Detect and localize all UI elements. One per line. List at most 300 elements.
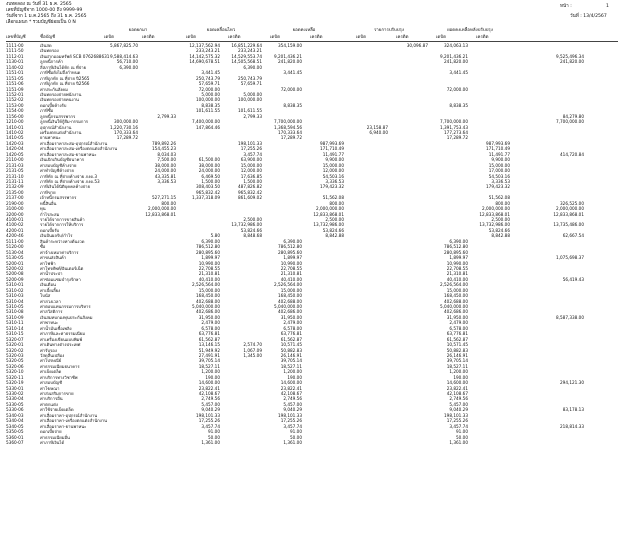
amount-cell: 21,310.81 [280, 271, 302, 277]
account-name: อุปกรณ์สำนักงาน [40, 124, 72, 130]
amount-cell: 3,441.45 [201, 70, 220, 76]
amount-cell: 23,822.41 [198, 385, 220, 391]
amount-cell: 39,705.14 [280, 358, 302, 364]
amount-cell: 39,705.14 [446, 358, 468, 364]
amount-cell: 17,289.72 [280, 135, 302, 141]
amount-cell: 5,457.00 [201, 401, 220, 407]
col-credit: เครดิต [476, 35, 489, 40]
account-name: สินค้าระหว่างทางต้นงวด [40, 238, 85, 244]
amount-cell: 39,705.14 [198, 358, 220, 364]
account-code: 5120-00 [6, 244, 24, 250]
amount-cell: 17,636.85 [240, 173, 262, 179]
amount-cell: 147,864.46 [196, 124, 220, 130]
account-code: 5310-02 [6, 287, 24, 293]
report-title: งบทดลอง ณ วันที่ 31 ธ.ค. 2565 [6, 2, 72, 7]
amount-cell: 3,441.45 [283, 70, 302, 76]
account-code: 1152-01 [6, 91, 24, 97]
amount-cell: 168,450.00 [444, 293, 468, 299]
amount-cell: 31,950.00 [446, 314, 468, 320]
account-name: ค่ารับรอง [40, 347, 57, 353]
amount-cell: 40,410.00 [280, 276, 302, 282]
amount-cell: 168,450.00 [278, 293, 302, 299]
account-code: 1111-50 [6, 48, 24, 54]
account-name: เงินฝากออมทรัพย์ SCB 0762688631 [40, 53, 110, 59]
amount-cell: 5,867,825.70 [110, 43, 138, 48]
amount-cell: 9,201,436.21 [274, 53, 302, 59]
amount-cell: 1,361.00 [201, 439, 220, 445]
amount-cell: 965,832.42 [196, 189, 220, 195]
amount-cell: 786,512.80 [278, 244, 302, 250]
account-code: 5340-05 [6, 423, 24, 429]
account-code: 1410-05 [6, 135, 24, 141]
amount-cell: 38,000.00 [154, 162, 176, 168]
amount-cell: 241,820.00 [560, 59, 584, 65]
amount-cell: 3,457.74 [201, 423, 220, 429]
account-code: 5310-15 [6, 331, 24, 337]
page-label: หน้า : [560, 4, 572, 9]
amount-cell: 7,700,000.00 [274, 119, 302, 125]
col-debit: เดบิต [186, 35, 196, 40]
account-code: 5320-03 [6, 352, 24, 358]
account-name: ค่าเบ็ดเตล็ด [40, 369, 62, 375]
amount-cell: 17,000.00 [488, 168, 510, 174]
account-code: 5340-03 [6, 412, 24, 418]
amount-cell: 5,040,000.00 [274, 304, 302, 309]
amount-cell: 10,990.00 [280, 260, 302, 266]
account-name: ค่าธรรมเนียมอื่น [40, 434, 70, 440]
amount-cell: 6,578.00 [201, 325, 220, 331]
account-code: 5340-04 [6, 418, 24, 424]
account-name: ค่าสอบบัญชี [40, 380, 62, 386]
account-name: ค่าบริการทางวิชาชีพ [40, 374, 78, 380]
amount-cell: 6,578.00 [449, 325, 468, 331]
amount-cell: 13,735,486.00 [553, 222, 584, 228]
amount-cell: 72,000.00 [198, 86, 220, 92]
amount-cell: 101,611.55 [238, 108, 262, 114]
account-code: 2110-00 [6, 157, 24, 163]
account-name: เงินเดือน [40, 282, 56, 288]
amount-cell: 56,419.43 [562, 276, 584, 282]
amount-cell: 294,121.30 [560, 380, 584, 386]
col-acct-name: ชื่อบัญชี [40, 35, 56, 40]
amount-cell: 800.00 [329, 200, 344, 206]
table-row [0, 440, 624, 445]
amount-cell: 786,512.80 [196, 244, 220, 250]
account-code: 2131-11 [6, 178, 24, 184]
account-code: 5320-07 [6, 336, 24, 342]
amount-cell: 190.00 [453, 374, 468, 380]
amount-cell: 324,063.13 [444, 43, 468, 48]
account-name: ค่าไฟฟ้า [40, 260, 56, 266]
amount-cell: 17,255.26 [446, 418, 468, 424]
amount-cell: 54,503.16 [322, 173, 344, 179]
account-name: เงินปันผลรับ/กำไร [40, 233, 73, 239]
amount-cell: 12,833,868.01 [313, 211, 344, 217]
amount-cell: 402,688.00 [278, 298, 302, 304]
amount-cell: 7,700,000.00 [440, 119, 468, 125]
amount-cell: 53,824.66 [240, 227, 262, 233]
account-name: เงินเบิกเกินบัญชีธนาคาร [40, 157, 85, 163]
amount-cell: 3,336.53 [157, 178, 176, 184]
amount-cell: 8,587,338.00 [556, 314, 584, 320]
account-code: 1151-06 [6, 81, 24, 87]
account-code: 5320-05 [6, 358, 24, 364]
amount-cell: 12,000.00 [322, 168, 344, 174]
amount-cell: 2,500.00 [491, 217, 510, 222]
amount-cell: 250,743.79 [196, 75, 220, 81]
account-name: ค่าส่งเสริมการขาย [40, 391, 74, 396]
amount-cell: 527,271.15 [152, 195, 176, 201]
account-code: 1156-00 [6, 113, 24, 119]
amount-cell: 30,096.87 [406, 43, 428, 48]
amount-cell: 26,146.91 [280, 352, 302, 358]
col-credit: เครดิต [228, 35, 241, 40]
amount-cell: 24,000.00 [154, 168, 176, 174]
amount-cell: 2,479.00 [201, 320, 220, 326]
amount-cell: 3,457.74 [283, 423, 302, 429]
account-name: ค่าบริการอื่น [40, 396, 63, 402]
amount-cell: 61,500.00 [198, 157, 220, 163]
amount-cell: 1,500.00 [243, 178, 262, 184]
account-name: ค่าเบี้ยเลี้ยง [40, 287, 61, 293]
amount-cell: 280,895.60 [278, 249, 302, 255]
account-code: 1130-01 [6, 59, 24, 65]
amount-cell: 63,776.81 [446, 331, 468, 337]
amount-cell: 13,732,986.00 [313, 222, 344, 228]
account-name: ค่าธรรมเนียมธนาคาร [40, 363, 80, 369]
amount-cell: 17,255.26 [280, 418, 302, 424]
amount-cell: 198,101.33 [238, 140, 262, 146]
amount-cell: 9,040.29 [283, 407, 302, 413]
amount-cell: 50,882.83 [280, 347, 302, 353]
amount-cell: 61,562.87 [198, 336, 220, 342]
amount-cell: 17,255.26 [198, 418, 220, 424]
account-range: เลขที่บัญชีจาก 1000-00 ถึง 9999-99 [6, 8, 83, 13]
account-name: ทุน [40, 206, 46, 212]
amount-cell: 800.00 [495, 200, 510, 206]
amount-cell: 23,822.41 [446, 385, 468, 391]
amount-cell: 57,659.71 [198, 81, 220, 87]
amount-cell: 15,000.00 [446, 287, 468, 293]
amount-cell: 3,457.74 [243, 151, 262, 157]
account-name: ภาษีซื้อ [40, 108, 54, 114]
account-name: ค่าประกันสังคม [40, 86, 68, 92]
amount-cell: 5.80 [210, 233, 220, 239]
amount-cell: 31,950.00 [280, 314, 302, 320]
group-brought-forward: ยอดยกมา [128, 28, 148, 33]
amount-cell: 2,500.00 [325, 217, 344, 222]
amount-cell: 50.00 [290, 434, 302, 440]
group-movement: ยอดเคลื่อนไหว [206, 28, 236, 33]
account-name: ซื้อ [40, 244, 46, 250]
account-code: 1420-03 [6, 140, 24, 146]
amount-cell: 10,571.45 [280, 342, 302, 348]
account-name: ค่าตอบแทนกรรมการบริหาร [40, 304, 91, 309]
account-name: ภาษีถูกหัก ณ ที่จ่าย ปี2566 [40, 81, 90, 87]
group-adjustments: รายการปรับปรุง [373, 28, 405, 33]
account-code: 1152-02 [6, 97, 24, 103]
amount-cell: 2,574.70 [243, 342, 262, 348]
amount-cell: 987,993.69 [486, 140, 510, 146]
account-code: 2135-00 [6, 189, 24, 195]
account-name: ลีสภาษีเงินได้หัก ณ ที่จ่าย [40, 64, 87, 70]
amount-cell: 198,101.33 [196, 412, 220, 418]
amount-cell: 50.00 [456, 434, 468, 440]
amount-cell: 14,600.00 [280, 380, 302, 386]
amount-cell: 51,949.92 [198, 347, 220, 353]
account-code: 3200-00 [6, 211, 24, 217]
account-code: 2137-00 [6, 195, 24, 201]
account-name: ลูกหนี้การค้า [40, 59, 64, 65]
account-name: กำไรสะสม [40, 211, 60, 217]
amount-cell: 9,900.00 [325, 157, 344, 163]
account-name: ค่าเสื่อมราคา-อุปกรณ์สำนักงาน [40, 412, 98, 418]
account-code: 2132-09 [6, 184, 24, 190]
header-rule [6, 41, 618, 42]
print-date: วันที่ : 13/4/2567 [570, 14, 607, 19]
account-name: เงินสมทบกองทุนประกันสังคม [40, 314, 93, 320]
col-debit: เดบิต [436, 35, 446, 40]
account-code: 5320-01 [6, 342, 24, 348]
account-code: 3100-00 [6, 206, 24, 212]
amount-cell: 177,273.64 [444, 130, 468, 135]
amount-cell: 14,600.00 [446, 380, 468, 386]
amount-cell: 9,588,414.63 [110, 53, 138, 59]
amount-cell: 53,824.66 [322, 227, 344, 233]
account-name: ค่าล่วงเวลา [40, 298, 61, 304]
amount-cell: 9,201,436.21 [440, 53, 468, 59]
amount-cell: 154,455.23 [152, 146, 176, 152]
amount-cell: 18,527.11 [446, 363, 468, 369]
amount-cell: 3,441.45 [449, 70, 468, 76]
amount-cell: 198,101.33 [444, 412, 468, 418]
amount-cell: 2,000,000.00 [148, 206, 176, 212]
amount-cell: 8,842.88 [325, 233, 344, 239]
amount-cell: 91.00 [208, 429, 220, 435]
account-code: 2131-10 [6, 173, 24, 179]
account-code: 5310-01 [6, 282, 24, 288]
account-code: 2131-05 [6, 168, 24, 174]
amount-cell: 42,108.67 [198, 391, 220, 396]
amount-cell: 168,450.00 [196, 293, 220, 299]
account-code: 1140-02 [6, 64, 24, 70]
amount-cell: 190.00 [287, 374, 302, 380]
account-name: ภาษีซื้อยังไม่ถึงกำหนด [40, 70, 81, 76]
amount-cell: 1,391,753.43 [440, 124, 468, 130]
amount-cell: 2,000,000.00 [482, 206, 510, 212]
account-code: 5310-09 [6, 314, 24, 320]
account-code: 5111-00 [6, 238, 24, 244]
account-name: ค่าพาหนะ [40, 320, 59, 326]
amount-cell: 14,505,568.51 [231, 59, 262, 65]
amount-cell: 2,000,000.00 [556, 206, 584, 212]
account-code: 1112-01 [6, 53, 24, 59]
amount-cell: 3,336.53 [325, 178, 344, 184]
amount-cell: 15,000.00 [280, 287, 302, 293]
account-name: รายได้จากการให้บริการ [40, 222, 84, 228]
amount-cell: 13,732,986.00 [479, 222, 510, 228]
amount-cell: 1,368,594.56 [274, 124, 302, 130]
amount-cell: 18,527.11 [198, 363, 220, 369]
amount-cell: 42,108.67 [446, 391, 468, 396]
amount-cell: 6,940.00 [369, 130, 388, 135]
amount-cell: 8,034.03 [157, 151, 176, 157]
account-code: 5330-02 [6, 391, 24, 396]
account-code: 5320-11 [6, 374, 24, 380]
amount-cell: 63,776.81 [198, 331, 220, 337]
amount-cell: 23,158.87 [366, 124, 388, 130]
amount-cell: 2,749.56 [201, 396, 220, 402]
amount-cell: 51,562.08 [488, 195, 510, 201]
amount-cell: 10,571.45 [446, 342, 468, 348]
account-code: 4200-46 [6, 233, 24, 239]
account-code: 5320-19 [6, 380, 24, 386]
amount-cell: 18,527.11 [280, 363, 302, 369]
amount-cell: 7,400,000.00 [192, 119, 220, 125]
amount-cell: 8,838.35 [283, 102, 302, 108]
account-name: ค่าเครื่องเขียนแบบพิมพ์ [40, 336, 83, 342]
account-code: 5350-05 [6, 429, 24, 435]
account-code: 4100-01 [6, 217, 24, 222]
amount-cell: 63,900.00 [240, 157, 262, 163]
amount-cell: 12,833,868.01 [479, 211, 510, 217]
group-balance: ยอดคงเหลือ [292, 28, 316, 33]
amount-cell: 83,178.13 [562, 407, 584, 413]
account-code: 5200-08 [6, 271, 24, 277]
account-name: วัสดุสิ้นเปลือง [40, 352, 65, 358]
account-code: 1154-00 [6, 108, 24, 114]
account-name: ค่าซ่อมแซมบำรุงรักษา [40, 276, 81, 282]
amount-cell: 5,040,000.00 [440, 304, 468, 309]
amount-cell: 280,895.60 [444, 249, 468, 255]
amount-cell: 9,525,496.34 [556, 53, 584, 59]
account-name: ค่าเสื่อมราคาสะสม-เครื่องตกแต่งสำนักงาน [40, 146, 118, 152]
amount-cell: 72,000.00 [446, 86, 468, 92]
amount-cell: 198,101.33 [278, 412, 302, 418]
account-name: ค่าเสื่อมราคา-ยานพาหนะ [40, 423, 87, 429]
amount-cell: 10,990.00 [198, 260, 220, 266]
amount-cell: 308,403.50 [196, 184, 220, 190]
account-code: 2131-03 [6, 162, 24, 168]
amount-cell: 402,686.00 [196, 309, 220, 315]
account-name: ค่าน้ำประปา [40, 271, 63, 277]
amount-cell: 22,708.55 [446, 265, 468, 271]
account-code: 5320-10 [6, 369, 24, 375]
amount-cell: 21,310.81 [446, 271, 468, 277]
amount-cell: 72,000.00 [280, 86, 302, 92]
account-code: 5200-09 [6, 276, 24, 282]
account-code: 5320-02 [6, 347, 24, 353]
account-code: 5130-04 [6, 249, 24, 255]
amount-cell: 233,243.21 [196, 48, 220, 54]
amount-cell: 15,000.00 [488, 162, 510, 168]
account-name: ค่าเสื่อมราคา-เครื่องตกแต่งสำนักงาน [40, 418, 108, 424]
amount-cell: 402,688.00 [196, 298, 220, 304]
col-debit: เดบิต [356, 35, 366, 40]
account-code: 5200-01 [6, 260, 24, 266]
amount-cell: 2,526,564.00 [274, 282, 302, 288]
amount-cell: 2,749.56 [283, 396, 302, 402]
amount-cell: 7,700,000.00 [556, 119, 584, 125]
account-code: 5310-08 [6, 309, 24, 315]
account-code: 5330-05 [6, 401, 24, 407]
amount-cell: 24,000.00 [198, 168, 220, 174]
amount-cell: 402,686.00 [444, 309, 468, 315]
page-number: 1 [606, 4, 609, 9]
amount-cell: 786,512.80 [444, 244, 468, 250]
amount-cell: 15,000.00 [198, 287, 220, 293]
account-name: ภาษีเงินได้นิติบุคคลค้างจ่าย [40, 184, 90, 190]
account-code: 5310-03 [6, 293, 24, 299]
amount-cell: 91.00 [290, 429, 302, 435]
amount-cell: 2,799.33 [243, 113, 262, 119]
amount-cell: 9,040.29 [201, 407, 220, 413]
amount-cell: 12,137,562.94 [189, 43, 220, 48]
amount-cell: 42,108.67 [280, 391, 302, 396]
amount-cell: 6,469.50 [201, 173, 220, 179]
amount-cell: 861,609.02 [238, 195, 262, 201]
amount-cell: 326,525.00 [560, 200, 584, 206]
col-credit: เครดิต [142, 35, 155, 40]
account-code: 5310-14 [6, 325, 24, 331]
amount-cell: 3,457.74 [449, 423, 468, 429]
amount-cell: 61,562.87 [280, 336, 302, 342]
amount-cell: 800.00 [161, 200, 176, 206]
account-name: ค่าภาษีเงินได้ [40, 439, 65, 445]
amount-cell: 57,659.71 [240, 81, 262, 87]
amount-cell: 1,361.00 [283, 439, 302, 445]
amount-cell: 2,500.00 [243, 217, 262, 222]
account-code: 1410-02 [6, 130, 24, 135]
account-name: ค่าเสื่อมราคาสะสม-อุปกรณ์สำนักงาน [40, 140, 108, 146]
amount-cell: 300,000.00 [114, 119, 138, 125]
account-code: 5330-06 [6, 407, 24, 413]
account-code: 5360-07 [6, 439, 24, 445]
amount-cell: 5,457.00 [283, 401, 302, 407]
amount-cell: 1,500.00 [201, 178, 220, 184]
amount-cell: 38,000.00 [198, 162, 220, 168]
amount-cell: 414,720.84 [560, 151, 584, 157]
account-code: 1153-00 [6, 102, 24, 108]
amount-cell: 51,562.08 [322, 195, 344, 201]
account-code: 5130-05 [6, 255, 24, 261]
amount-cell: 965,832.42 [238, 189, 262, 195]
amount-cell: 13,146.15 [198, 342, 220, 348]
amount-cell: 1,220,730.16 [110, 124, 138, 130]
amount-cell: 8,848.68 [243, 233, 262, 239]
amount-cell: 22,708.55 [280, 265, 302, 271]
amount-cell: 6,578.00 [283, 325, 302, 331]
amount-cell: 100,000.00 [196, 97, 220, 103]
group-adjusted-balance: ยอดคงเหลือหลังปรับปรุง [447, 28, 493, 33]
amount-cell: 12,833,868.01 [553, 211, 584, 217]
account-name: ค่าสอบบัญชีค้างจ่าย [40, 162, 77, 168]
account-code: 1420-04 [6, 146, 24, 152]
amount-cell: 241,820.00 [444, 59, 468, 65]
amount-cell: 54,503.16 [488, 173, 510, 179]
amount-cell: 250,743.79 [238, 75, 262, 81]
amount-cell: 6,390.00 [243, 64, 262, 70]
amount-cell: 487,826.82 [238, 184, 262, 190]
account-name: ค่าโฆษณา [40, 385, 60, 391]
account-code: 5330-01 [6, 385, 24, 391]
amount-cell: 17,255.26 [240, 146, 262, 152]
amount-cell: 17,289.72 [116, 135, 138, 141]
account-name: ลูกหนี้กรมสรรพากร [40, 113, 76, 119]
department-filter: เลือกแผนก * รวมบัญชีย่อยเป็น 0 N [6, 20, 76, 25]
amount-cell: 1,899.97 [201, 255, 220, 261]
amount-cell: 1,899.97 [283, 255, 302, 261]
